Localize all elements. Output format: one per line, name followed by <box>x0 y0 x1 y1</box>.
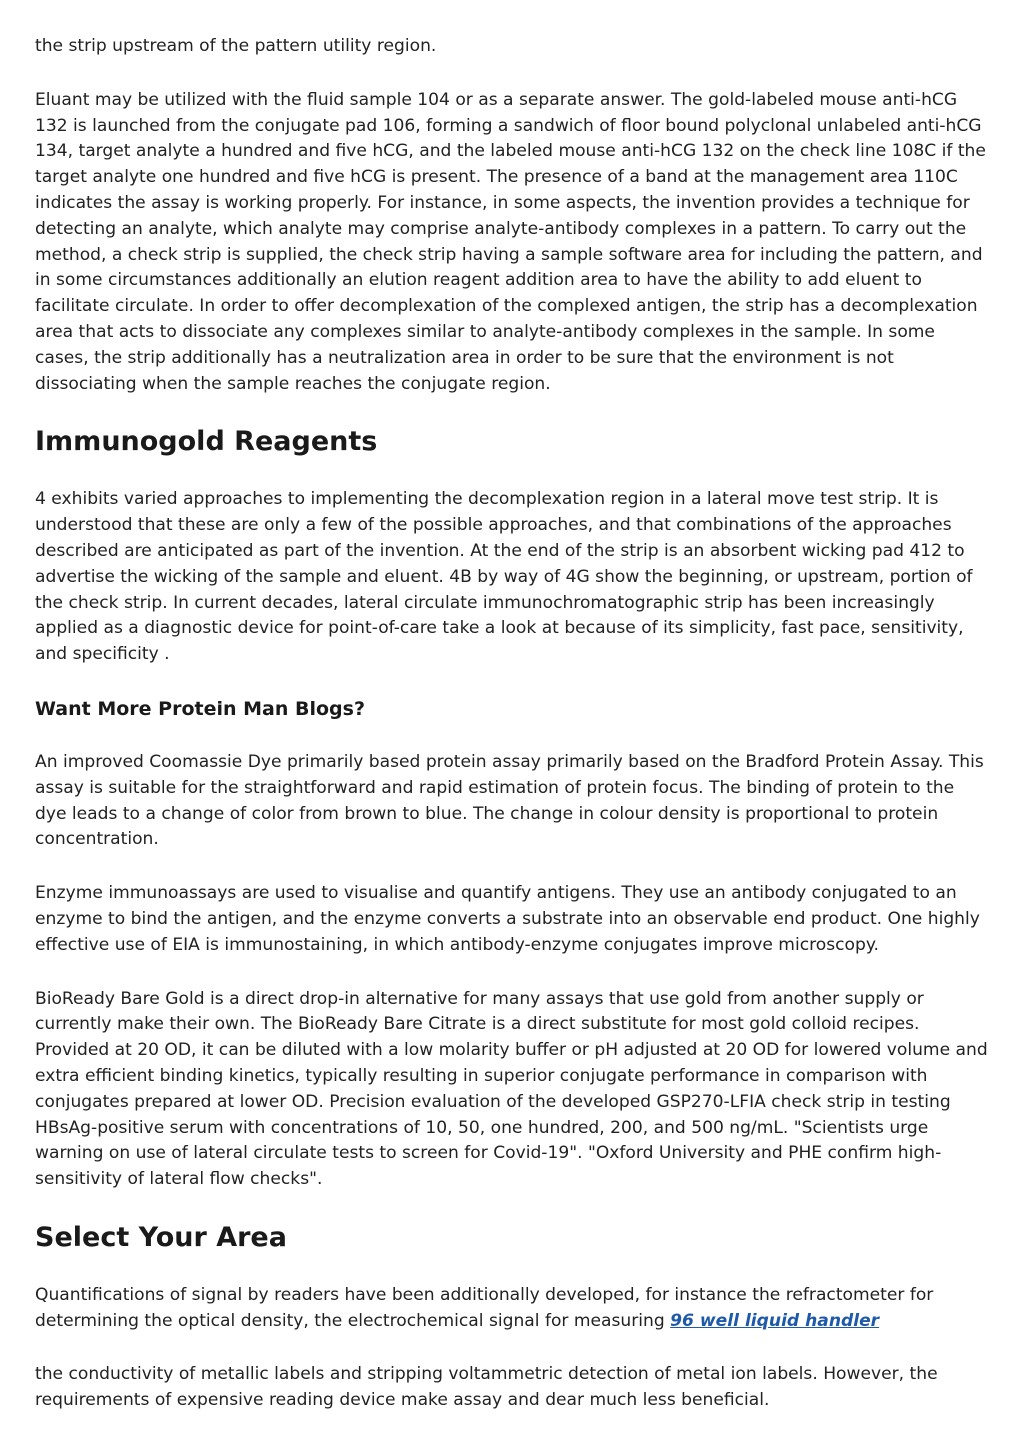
paragraph-enzyme-immunoassays: Enzyme immunoassays are used to visualise and quantify antigens. They use an antibody conjugated to an enzyme to bind the antigen, and the enzyme converts a substrate into an observable end product. One highly effective use of EIA is immunostaining, in which antibody-enzyme conjugates improve microscopy. <box>35 883 980 955</box>
paragraph-quantifications <box>35 1283 990 1335</box>
paragraph-coomassie: An improved Coomassie Dye primarily based protein assay primarily based on the Bradford Protein Assay. This assay is suitable for the straightforward and rapid estimation of protein focus. The binding of protein to the dye leads to a change of color from brown to blue. The change in colour density is proportional to protein concentration. <box>35 751 984 850</box>
paragraph-quantifications-text: Quantifications of signal by readers have been additionally developed, for instance the refractometer for determining the optical density, the electrochemical signal for measuring <box>35 1284 934 1331</box>
paragraph-decomplexation: 4 exhibits varied approaches to implementing the decomplexation region in a lateral move test strip. It is understood that these are only a few of the possible approaches, and that combinations of the approaches described are anticipated as part of the invention. At the end of the strip is an absorbent wicking pad 412 to advertise the wicking of the sample and eluent. 4B by way of 4G show the beginning, or upstream, portion of the check strip. In current decades, lateral circulate immunochromatographic strip has been increasingly applied as a diagnostic device for point-of-care take a look at because of its simplicity, fast pace, sensitivity, and specificity . <box>35 489 973 665</box>
paragraph-bioready: BioReady Bare Gold is a direct drop-in alternative for many assays that use gold from another supply or currently make their own. The BioReady Bare Citrate is a direct substitute for most gold colloid recipes. Provided at 20 OD, it can be diluted with a low molarity buffer or pH adjusted at 20 OD for lowered volume and extra efficient binding kinetics, typically resulting in superior conjugate performance in comparison with conjugates prepared at lower OD. Precision evaluation of the developed GSP270-LFIA check strip in testing HBsAg-positive serum with concentrations of 10, 50, one hundred, 200, and 500 ng/mL. "Scientists urge warning on use of lateral circulate tests to screen for Covid-19". "Oxford University and PHE confirm high-sensitivity of lateral flow checks". <box>35 988 988 1190</box>
paragraph-eluant: Eluant may be utilized with the fluid sample 104 or as a separate answer. The gold-labeled mouse anti-hCG 132 is launched from the conjugate pad 106, forming a sandwich of floor bound polyclonal unlabeled anti-hCG 134, target analyte a hundred and five hCG, and the labeled mouse anti-hCG 132 on the check line 108C if the target analyte one hundred and five hCG is present. The presence of a band at the management area 110C indicates the assay is working properly. For instance, in some aspects, the invention provides a technique for detecting an analyte, which analyte may comprise analyte-antibody complexes in a pattern. To carry out the method, a check strip is supplied, the check strip having a sample software area for including the pattern, and in some circumstances additionally an elution reagent addition area to have the ability to add eluent to facilitate circulate. In order to offer decomplexation of the complexed antigen, the strip has a decomplexation area that acts to dissociate any complexes similar to analyte-antibody complexes in the sample. In some cases, the strip additionally has a neutralization area in order to be sure that the environment is not dissociating when the sample reaches the conjugate region. <box>35 89 986 394</box>
heading-immunogold-reagents: Immunogold Reagents <box>35 426 378 458</box>
heading-select-your-area: Select Your Area <box>35 1221 287 1253</box>
paragraph-conductivity: the conductivity of metallic labels and stripping voltammetric detection of metal ion labels. However, the requirements of expensive reading device make assay and dear much less beneficial. <box>35 1364 938 1411</box>
heading-protein-man-blogs: Want More Protein Man Blogs? <box>35 697 365 720</box>
liquid-handler-link[interactable]: 96 well liquid handler <box>670 1310 880 1331</box>
paragraph-intro-fragment: the strip upstream of the pattern utility region. <box>35 36 437 56</box>
